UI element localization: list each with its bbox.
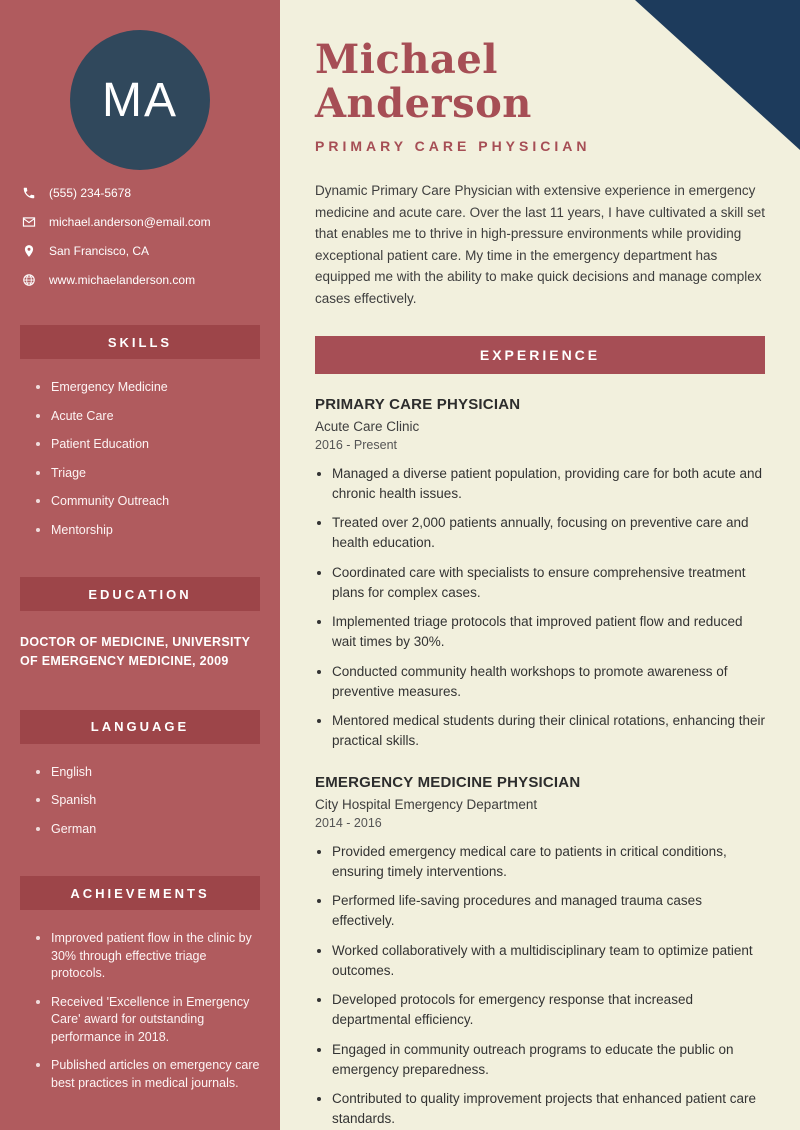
job-bullet: • Managed a diverse patient population, providing care for both acute and chronic health issues.	[332, 464, 765, 505]
contact-phone-text: (555) 234-5678	[49, 186, 132, 200]
achievements-section-header: ACHIEVEMENTS	[20, 876, 260, 910]
skill-item: Patient Education	[36, 436, 260, 454]
job-entry	[315, 396, 765, 752]
skill-item: Emergency Medicine	[36, 379, 260, 397]
contact-location-text: San Francisco, CA	[49, 244, 150, 258]
job-bullet: • Provided emergency medical care to patients in critical conditions, ensuring timely interventions.	[332, 842, 765, 883]
achievement-item: Improved patient flow in the clinic by 30% through effective triage protocols.	[36, 930, 260, 983]
contact-email-text: michael.anderson@email.com	[49, 215, 211, 229]
education-section-header: EDUCATION	[20, 577, 260, 611]
page-title: Michael Anderson	[315, 36, 532, 127]
job-company: City Hospital Emergency Department	[315, 796, 538, 812]
education-degree: DOCTOR OF MEDICINE, UNIVERSITY OF EMERGENCY MEDICINE, 2009	[20, 635, 251, 669]
email-icon	[22, 215, 36, 229]
main-content	[280, 0, 800, 1130]
language-item: Spanish	[36, 792, 260, 810]
job-bullet: • Mentored medical students during their clinical rotations, enhancing their practical skills.	[332, 711, 765, 752]
language-section-header: LANGUAGE	[20, 710, 260, 744]
globe-icon	[22, 273, 36, 287]
job-title: PRIMARY CARE PHYSICIAN	[315, 395, 521, 413]
skill-item: Mentorship	[36, 522, 260, 540]
experience-section-header: EXPERIENCE	[315, 336, 765, 374]
job-entry	[315, 774, 765, 1130]
job-dates: 2016 - Present	[315, 437, 397, 452]
corner-triangle-decoration	[635, 0, 800, 150]
contact-email	[22, 215, 280, 229]
contact-section	[22, 186, 280, 287]
achievement-item: Published articles on emergency care best practices in medical journals.	[36, 1057, 260, 1092]
job-bullet: • Engaged in community outreach programs to educate the public on emergency preparedness.	[332, 1040, 765, 1081]
contact-website-text: www.michaelanderson.com	[49, 273, 196, 287]
job-bullet: • Worked collaboratively with a multidisciplinary team to optimize patient outcomes.	[332, 941, 765, 982]
sidebar	[0, 0, 280, 1130]
language-item: English	[36, 764, 260, 782]
language-list	[36, 764, 260, 839]
job-company: Acute Care Clinic	[315, 418, 420, 434]
job-bullet: • Implemented triage protocols that improved patient flow and reduced wait times by 30%.	[332, 612, 765, 653]
job-bullet: • Performed life-saving procedures and managed trauma cases effectively.	[332, 891, 765, 932]
skill-item: Acute Care	[36, 408, 260, 426]
skill-item: Triage	[36, 465, 260, 483]
job-bullet: • Treated over 2,000 patients annually, focusing on preventive care and health education.	[332, 513, 765, 554]
job-bullet-list	[332, 464, 765, 752]
skills-list	[36, 379, 260, 539]
avatar	[70, 30, 210, 170]
skills-section-header: SKILLS	[20, 325, 260, 359]
language-item: German	[36, 821, 260, 839]
job-dates: 2014 - 2016	[315, 815, 382, 830]
avatar-initials: MA	[102, 73, 178, 127]
job-title: EMERGENCY MEDICINE PHYSICIAN	[315, 773, 581, 791]
job-bullet: • Developed protocols for emergency response that increased departmental efficiency.	[332, 990, 765, 1031]
location-icon	[22, 244, 36, 258]
contact-location	[22, 244, 280, 258]
job-bullet: • Coordinated care with specialists to ensure comprehensive treatment plans for complex cases.	[332, 563, 765, 604]
summary-paragraph: Dynamic Primary Care Physician with extensive experience in emergency medicine and acute care. Over the last 11 years, I have cultivated a skill set that enables me to thrive in high-pressure environments while providing exceptional patient care. My time in the emergency department has equipped me with the ability to make quick decisions and manage complex cases effectively.	[315, 183, 765, 306]
job-bullet-list	[332, 842, 765, 1130]
contact-phone	[22, 186, 280, 200]
contact-website	[22, 273, 280, 287]
phone-icon	[22, 186, 36, 200]
job-role-subtitle: PRIMARY CARE PHYSICIAN	[315, 138, 591, 154]
achievements-list	[36, 930, 260, 1092]
skill-item: Community Outreach	[36, 493, 260, 511]
achievement-item: Received 'Excellence in Emergency Care' award for outstanding performance in 2018.	[36, 994, 260, 1047]
job-bullet: • Conducted community health workshops to promote awareness of preventive measures.	[332, 662, 765, 703]
job-bullet: • Contributed to quality improvement projects that enhanced patient care standards.	[332, 1089, 765, 1130]
